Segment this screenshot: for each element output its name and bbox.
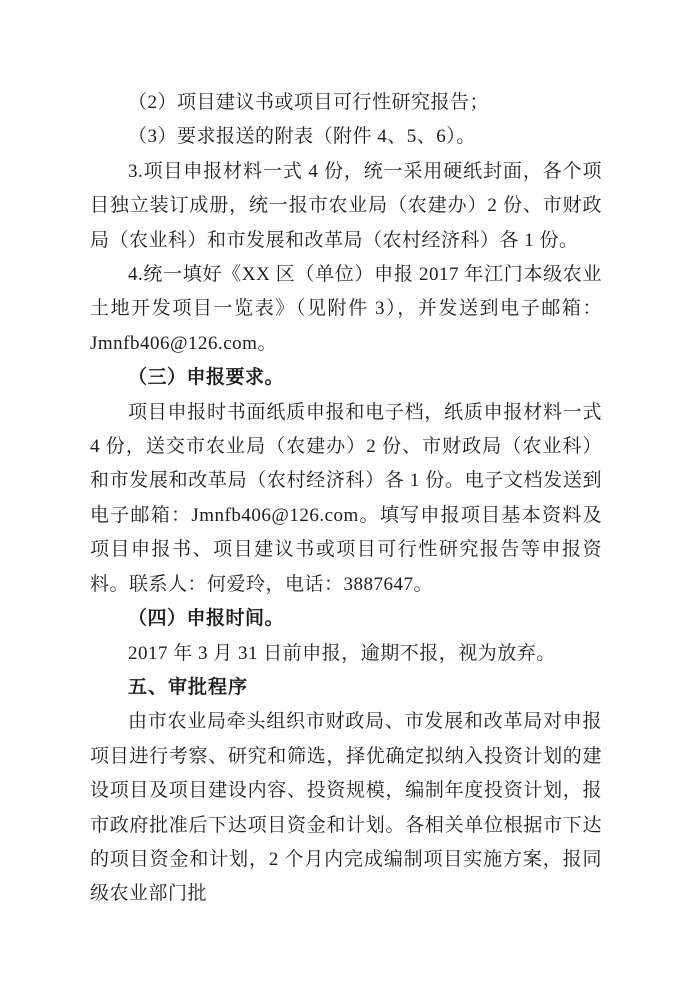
body-paragraph: 3.项目申报材料一式 4 份，统一采用硬纸封面，各个项目独立装订成册，统一报市农业局（农建办）2 份、市财政局（农业科）和市发展和改革局（农村经济科）各 1 份。 [90,160,602,251]
body-paragraph: （3）要求报送的附表（附件 4、5、6）。 [128,126,476,148]
body-paragraph: 4.统一填好《XX 区（单位）申报 2017 年江门本级农业土地开发项目一览表》（见附件 3），并发送到电子邮箱：Jmnfb406@126.com。 [90,264,602,354]
sub-heading: （四）申报时间。 [128,608,285,630]
body-paragraph: （2）项目建议书或项目可行性研究报告； [128,92,490,113]
body-paragraph: 2017 年 3 月 31 日前申报，逾期不报，视为放弃。 [128,642,556,664]
body-paragraph: 项目申报时书面纸质申报和电子档，纸质申报材料一式 4 份，送交市农业局（农建办）2 份、市财政局（农业科）和市发展和改革局（农村经济科）各 1 份。电子文档发送到电子邮箱：Jmnfb406@126.com。填写申报项目基本资料及项目申报书、项目建议书或项目可行性研究报告等申报资料。联系人：何爱玲，电话：3887647。 [90,401,602,595]
body-paragraph: 由市农业局牵头组织市财政局、市发展和改革局对申报项目进行考察、研究和筛选，择优确定拟纳入投资计划的建设项目及项目建设内容、投资规模，编制年度投资计划，报市政府批准后下达项目资金和计划。各相关单位根据市下达的项目资金和计划，2 个月内完成编制项目实施方案，报同级农业部门批 [90,711,602,905]
document-content [90,86,602,912]
section-heading: 五、审批程序 [128,676,249,698]
sub-heading: （三）申报要求。 [128,367,285,389]
